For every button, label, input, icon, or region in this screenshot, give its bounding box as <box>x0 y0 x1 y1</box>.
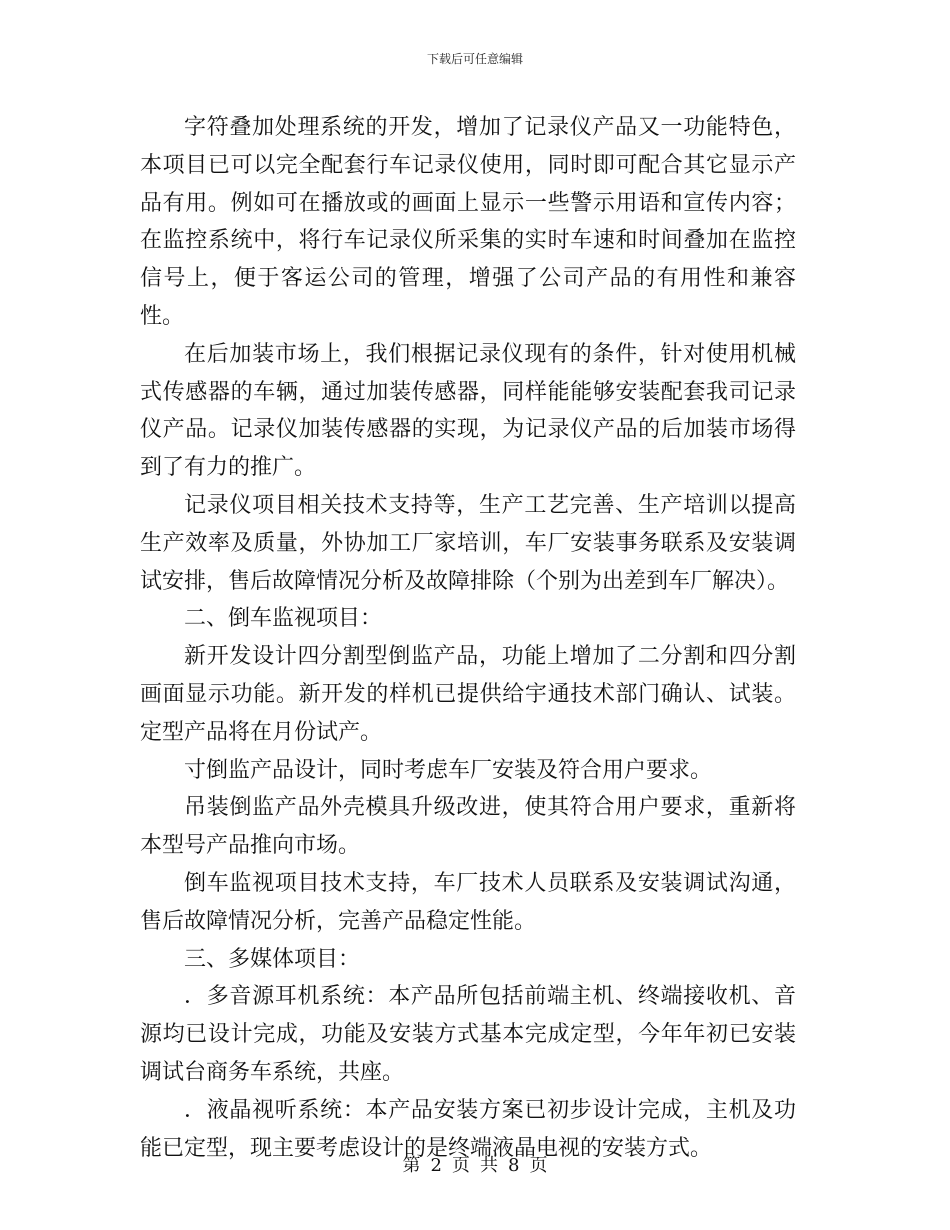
paragraph: 倒车监视项目技术支持，车厂技术人员联系及安装调试沟通，售后故障情况分析，完善产品稳定性能。 <box>140 870 796 934</box>
page-label: 页 <box>452 1155 470 1176</box>
paragraph: 记录仪项目相关技术支持等，生产工艺完善、生产培训以提高生产效率及质量，外协加工厂家培训，车厂安装事务联系及安装调试安排，售后故障情况分析及故障排除（个别为出差到车厂解决）。 <box>140 492 796 594</box>
page-number: 2 <box>430 1155 442 1176</box>
section-heading: 三、多媒体项目： <box>184 946 361 972</box>
paragraph: 字符叠加处理系统的开发，增加了记录仪产品又一功能特色，本项目已可以完全配套行车记录仪使用，同时即可配合其它显示产品有用。例如可在播放或的画面上显示一些警示用语和宣传内容；在监控系统中，将行车记录仪所采集的实时车速和时间叠加在监控信号上，便于客运公司的管理，增强了公司产品的有用性和兼容性。 <box>140 115 796 329</box>
page-header: 下载后可任意编辑 <box>426 52 523 66</box>
paragraph: 新开发设计四分割型倒监产品，功能上增加了二分割和四分割画面显示功能。新开发的样机已提供给宇通技术部门确认、试装。定型产品将在月份试产。 <box>140 644 796 745</box>
paragraph: 寸倒监产品设计，同时考虑车厂安装及符合用户要求。 <box>184 757 713 783</box>
document-body <box>140 109 796 1167</box>
paragraph: 在后加装市场上，我们根据记录仪现有的条件，针对使用机械式传感器的车辆，通过加装传感器，同样能能够安装配套我司记录仪产品。记录仪加装传感器的实现，为记录仪产品的后加装市场得到了有力的推广。 <box>140 341 796 481</box>
total-label: 共 <box>480 1155 498 1176</box>
paragraph: ．多音源耳机系统：本产品所包括前端主机、终端接收机、音源均已设计完成，功能及安装方式基本完成定型，今年年初已安装调试台商务车系统，共座。 <box>140 984 796 1085</box>
total-pages: 8 <box>508 1155 520 1176</box>
page-footer <box>0 1154 950 1178</box>
paragraph: ．液晶视听系统：本产品安装方案已初步设计完成，主机及功能已定型，现主要考虑设计的是终端液晶电视的安装方式。 <box>140 1097 796 1161</box>
page-label-prefix: 第 <box>402 1155 421 1176</box>
total-label-suffix: 页 <box>529 1155 548 1176</box>
section-heading: 二、倒车监视项目： <box>184 606 383 632</box>
paragraph: 吊装倒监产品外壳模具升级改进，使其符合用户要求，重新将本型号产品推向市场。 <box>140 795 796 859</box>
